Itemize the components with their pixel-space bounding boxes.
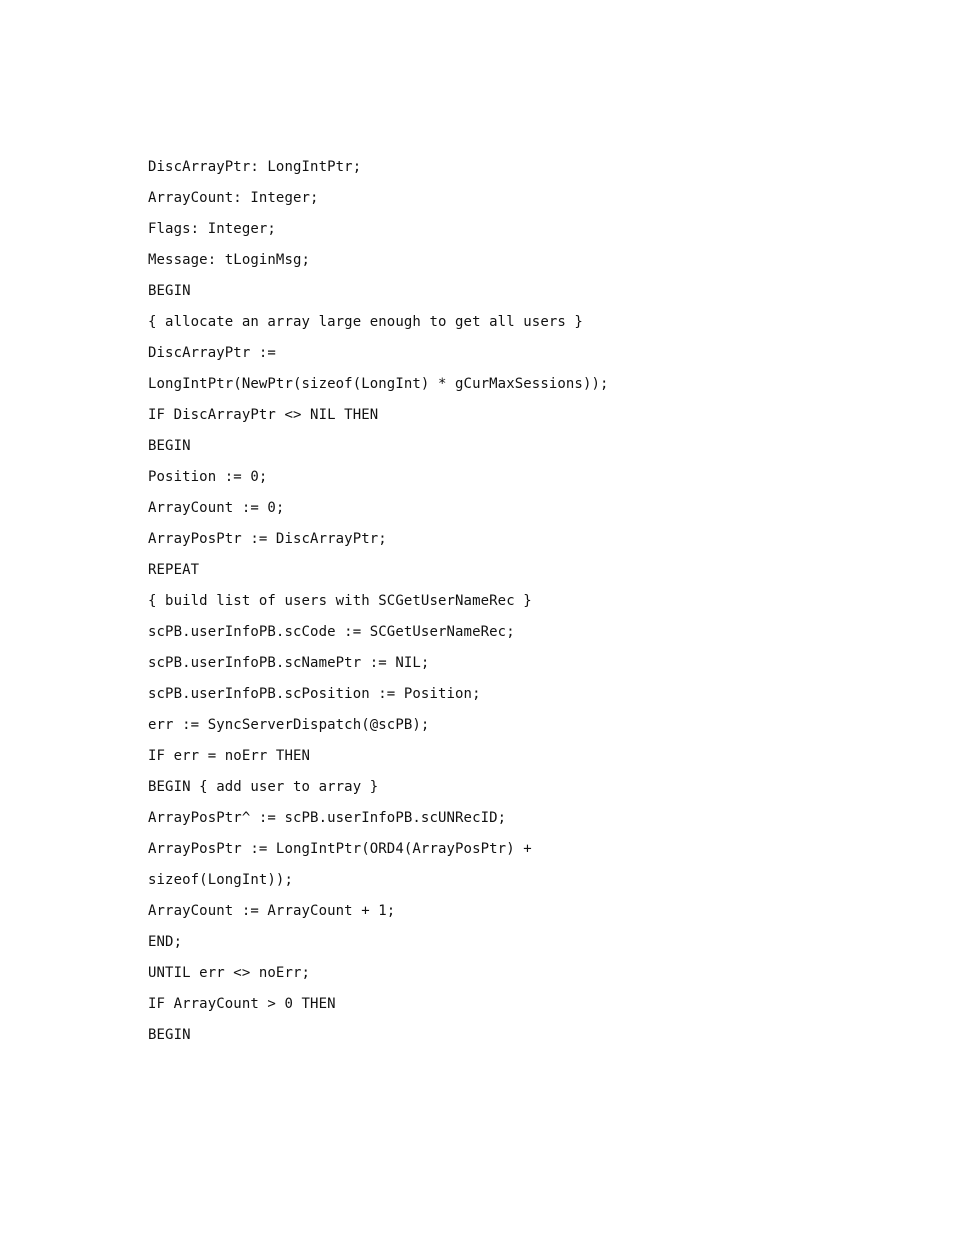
code-line: ArrayCount := ArrayCount + 1;	[148, 903, 396, 919]
code-line: IF ArrayCount > 0 THEN	[148, 996, 336, 1012]
code-line: scPB.userInfoPB.scCode := SCGetUserNameRec;	[148, 624, 515, 640]
code-line: IF err = noErr THEN	[148, 748, 311, 764]
code-line: ArrayCount: Integer;	[148, 190, 319, 206]
code-line: LongIntPtr(NewPtr(sizeof(LongInt) * gCurMaxSessions));	[148, 376, 609, 392]
code-line: BEGIN	[148, 283, 191, 299]
code-line: END;	[148, 934, 183, 950]
code-line: err := SyncServerDispatch(@scPB);	[148, 717, 430, 733]
code-line: ArrayPosPtr^ := scPB.userInfoPB.scUNRecID;	[148, 810, 507, 826]
code-line: DiscArrayPtr: LongIntPtr;	[148, 159, 362, 175]
code-line: REPEAT	[148, 562, 200, 578]
code-line: scPB.userInfoPB.scPosition := Position;	[148, 686, 481, 702]
code-line: DiscArrayPtr :=	[148, 345, 276, 361]
code-comment-line: { build list of users with SCGetUserNameRec }	[148, 593, 532, 609]
code-line: scPB.userInfoPB.scNamePtr := NIL;	[148, 655, 430, 671]
code-line: BEGIN { add user to array }	[148, 779, 379, 795]
code-line: Message: tLoginMsg;	[148, 252, 311, 268]
code-line: UNTIL err <> noErr;	[148, 965, 311, 981]
code-line: BEGIN	[148, 1027, 191, 1043]
code-line: BEGIN	[148, 438, 191, 454]
code-listing	[148, 154, 908, 1053]
code-line: sizeof(LongInt));	[148, 872, 293, 888]
code-line: IF DiscArrayPtr <> NIL THEN	[148, 407, 379, 423]
code-line: ArrayPosPtr := DiscArrayPtr;	[148, 531, 387, 547]
code-line: ArrayCount := 0;	[148, 500, 285, 516]
code-line: Position := 0;	[148, 469, 268, 485]
code-comment-line: { allocate an array large enough to get all users }	[148, 314, 583, 330]
code-line: ArrayPosPtr := LongIntPtr(ORD4(ArrayPosPtr) +	[148, 841, 532, 857]
code-line: Flags: Integer;	[148, 221, 276, 237]
